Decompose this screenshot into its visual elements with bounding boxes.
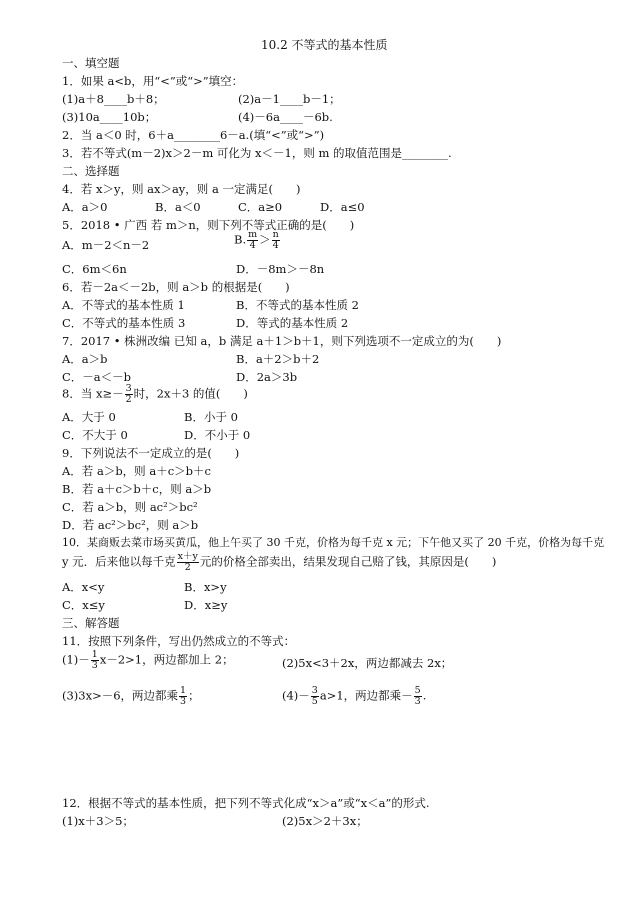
question-10-option-a: A．x<y bbox=[62, 580, 105, 594]
question-6-option-d: D．等式的基本性质 2 bbox=[236, 316, 349, 330]
fraction-numerator: 1 bbox=[91, 649, 98, 660]
question-10-option-b: B．x>y bbox=[184, 580, 227, 594]
question-12-part-2: (2)5x＞2＋3x； bbox=[282, 814, 368, 828]
question-6-option-a: A．不等式的基本性质 1 bbox=[62, 298, 185, 312]
fraction-numerator: 1 bbox=[180, 685, 187, 696]
question-4-option-b: B．a＜0 bbox=[155, 200, 201, 214]
fraction bbox=[179, 686, 187, 707]
question-11: 11．按照下列条件，写出仍然成立的不等式： bbox=[62, 634, 296, 648]
question-6: 6．若－2a＜－2b，则 a＞b 的根据是( ) bbox=[62, 280, 290, 294]
question-8-lead: 8．当 x≥－ bbox=[62, 386, 124, 401]
fraction-numerator: n bbox=[272, 229, 279, 240]
question-11-part-3 bbox=[62, 686, 200, 707]
fraction-denominator: 5 bbox=[311, 696, 318, 707]
section-fill-blank: 一、填空题 bbox=[62, 56, 120, 70]
fraction-denominator: 3 bbox=[180, 696, 187, 707]
fraction bbox=[91, 650, 99, 671]
question-10-tail: 元的价格全部卖出，结果发现自己赔了钱，其原因是( ) bbox=[199, 554, 497, 569]
question-1-part-2: (2)a－1____b－1； bbox=[238, 92, 341, 106]
section-multiple-choice: 二、选择题 bbox=[62, 164, 120, 178]
question-5: 5．2018 • 广西 若 m＞n，则下列不等式正确的是( ) bbox=[62, 218, 355, 232]
fraction-denominator: 2 bbox=[125, 394, 132, 405]
question-6-option-c: C．不等式的基本性质 3 bbox=[62, 316, 186, 330]
part-lead: (1)－ bbox=[62, 652, 90, 667]
question-7-option-d: D．2a＞3b bbox=[236, 370, 298, 384]
question-1-part-1: (1)a＋8____b＋8； bbox=[62, 92, 165, 106]
question-7-option-a: A．a＞b bbox=[62, 352, 108, 366]
question-1-part-3: (3)10a____10b； bbox=[62, 110, 157, 124]
fraction-numerator: 5 bbox=[414, 685, 421, 696]
part-middle: a>1，两边都乘－ bbox=[319, 688, 413, 703]
question-9: 9．下列说法不一定成立的是( ) bbox=[62, 446, 240, 460]
page-title: 10.2 不等式的基本性质 bbox=[261, 38, 388, 52]
question-12: 12．根据不等式的基本性质，把下列不等式化成“x＞a”或“x＜a”的形式. bbox=[62, 796, 430, 810]
fraction-denominator: 3 bbox=[414, 696, 421, 707]
question-9-option-d: D．若 ac²＞bc²，则 a＞b bbox=[62, 518, 199, 532]
question-5-option-b bbox=[234, 230, 281, 251]
fraction-numerator: m bbox=[248, 229, 258, 240]
fraction-denominator: 4 bbox=[272, 240, 279, 251]
question-10-option-c: C．x≤y bbox=[62, 598, 105, 612]
question-8 bbox=[62, 384, 248, 405]
question-10-line-2 bbox=[62, 552, 496, 573]
fraction-numerator: 3 bbox=[311, 685, 318, 696]
question-10-option-d: D．x≥y bbox=[184, 598, 228, 612]
question-4: 4．若 x＞y，则 ax＞ay，则 a 一定满足( ) bbox=[62, 182, 301, 196]
fraction bbox=[125, 384, 133, 405]
question-1: 1．如果 a<b，用“<”或“>”填空： bbox=[62, 74, 244, 88]
question-7-option-b: B．a＋2＞b＋2 bbox=[236, 352, 320, 366]
fraction-numerator: x＋y bbox=[177, 551, 198, 562]
question-6-option-b: B．不等式的基本性质 2 bbox=[236, 298, 359, 312]
question-2: 2．当 a＜0 时，6＋a________6－a.(填“<”或“>”) bbox=[62, 128, 325, 142]
part-tail: x－2>1，两边都加上 2； bbox=[99, 652, 234, 667]
question-4-option-a: A．a＞0 bbox=[62, 200, 108, 214]
option-b-label: B. bbox=[234, 232, 247, 247]
question-11-part-2: (2)5x<3＋2x，两边都减去 2x； bbox=[282, 656, 453, 670]
question-8-option-a: A．大于 0 bbox=[62, 410, 116, 424]
fraction bbox=[414, 686, 422, 707]
fraction-denominator: 2 bbox=[184, 562, 191, 573]
question-8-option-c: C．不大于 0 bbox=[62, 428, 128, 442]
question-9-option-c: C．若 a＞b，则 ac²＞bc² bbox=[62, 500, 198, 514]
fraction bbox=[311, 686, 319, 707]
question-8-tail: 时，2x＋3 的值( ) bbox=[133, 386, 248, 401]
question-10: 10．某商贩去菜市场买黄瓜，他上午买了 30 千克，价格为每千克 x 元；下午他又买了 20 千克，价格为每千克 bbox=[62, 536, 605, 549]
question-7: 7．2017 • 株洲改编 已知 a，b 满足 a＋1＞b＋1，则下列选项不一定成立的为( ) bbox=[62, 334, 502, 348]
fraction bbox=[177, 552, 199, 573]
section-answer: 三、解答题 bbox=[62, 616, 120, 630]
question-8-option-b: B．小于 0 bbox=[184, 410, 238, 424]
question-1-part-4: (4)－6a____－6b. bbox=[238, 110, 333, 124]
question-9-option-b: B．若 a＋c＞b＋c，则 a＞b bbox=[62, 482, 212, 496]
part-tail: ； bbox=[188, 688, 200, 703]
fraction bbox=[272, 230, 280, 251]
question-4-option-c: C．a≥0 bbox=[238, 200, 283, 214]
question-5-option-d: D．－8m＞－8n bbox=[236, 262, 325, 276]
operator: ＞ bbox=[259, 232, 271, 247]
question-4-option-d: D．a≤0 bbox=[320, 200, 365, 214]
part-tail: . bbox=[422, 688, 427, 703]
part-lead: (4)－ bbox=[282, 688, 310, 703]
question-3: 3．若不等式(m－2)x＞2－m 可化为 x＜－1，则 m 的取值范围是________. bbox=[62, 146, 452, 160]
question-10-lead: y 元．后来他以每千克 bbox=[62, 554, 176, 569]
fraction bbox=[247, 230, 258, 251]
question-7-option-c: C．－a＜－b bbox=[62, 370, 132, 384]
fraction-numerator: 3 bbox=[125, 383, 132, 394]
question-11-part-4 bbox=[282, 686, 426, 707]
question-11-part-1 bbox=[62, 650, 234, 671]
question-12-part-1: (1)x＋3＞5； bbox=[62, 814, 134, 828]
fraction-denominator: 4 bbox=[249, 240, 256, 251]
fraction-denominator: 3 bbox=[91, 660, 98, 671]
question-5-option-c: C．6m＜6n bbox=[62, 262, 127, 276]
question-8-option-d: D．不小于 0 bbox=[184, 428, 251, 442]
part-lead: (3)3x>－6，两边都乘 bbox=[62, 688, 179, 703]
question-5-option-a: A．m－2＜n－2 bbox=[62, 238, 150, 252]
question-9-option-a: A．若 a＞b，则 a＋c＞b＋c bbox=[62, 464, 211, 478]
